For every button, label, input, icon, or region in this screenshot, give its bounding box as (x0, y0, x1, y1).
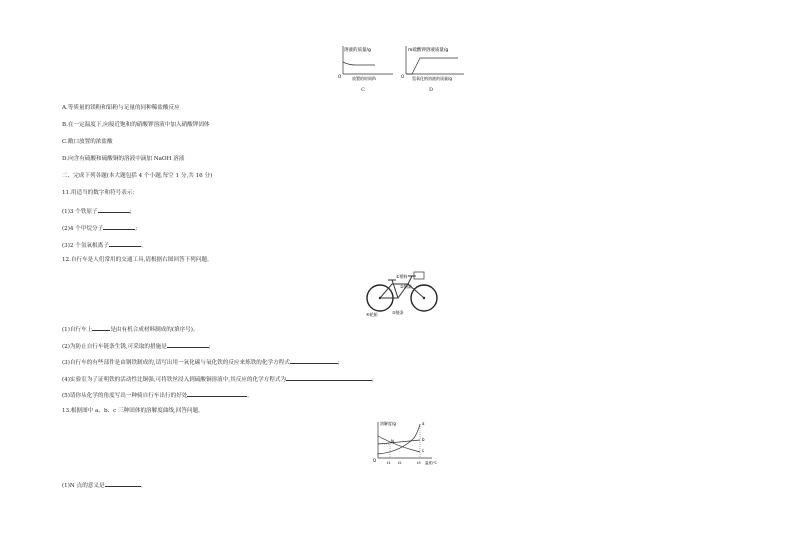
tick-t2: t2 (398, 461, 402, 465)
answer-blank[interactable] (92, 325, 110, 331)
tick-t1: t1 (387, 461, 391, 465)
answer-blank[interactable] (167, 342, 209, 348)
q12-item-1-text: (1)自行车上 (62, 327, 93, 333)
curve-label-a: a (422, 421, 425, 426)
q11-item-1: (1)3 个铁原子 ; (62, 209, 132, 215)
bicycle-image (362, 268, 442, 318)
q12-item-3: (3)自行车的有些部件是由钢铁制成的,请写出用一氧化碳与氧化铁的反应来炼铁的化学方程式 ; (62, 360, 340, 366)
q12-item-4-text: (4)实验室为了证明铁的活动性比铜强,可将铁丝浸入到硫酸铜溶液中,其反应的化学方程式为 (62, 377, 287, 383)
solubility-ylabel: 溶解度/g (380, 421, 396, 426)
answer-blank[interactable] (103, 224, 135, 230)
figure-c-ylabel: 溶液的质量/g (344, 48, 371, 53)
answer-blank[interactable] (98, 207, 130, 213)
section-heading: 二、完成下列各题(本大题包括 4 个小题,每空 1 分,共 16 分) (62, 173, 213, 179)
option-c: C.敞口放置的浓盐酸 (62, 139, 113, 145)
figure-d (398, 44, 468, 84)
figure-d-caption: D (428, 87, 433, 93)
option-b: B.在一定温度下,向接近饱和的硝酸钾溶液中加入硝酸钾固体 (62, 122, 210, 128)
option-a: A.等质量的镁粉和铝粉与足量的同种稀盐酸反应 (62, 105, 180, 111)
q13-item-1: (1)N 点的意义是 。 (62, 483, 147, 489)
solubility-figure (370, 418, 440, 468)
q11-item-2-text: (2)4 个甲烷分子 (62, 226, 104, 232)
option-d: D.向含有硫酸和硫酸铜的溶液中滴加 NaOH 溶液 (62, 156, 185, 162)
figure-c-origin: O (338, 74, 342, 79)
q13-item-1-text: (1)N 点的意义是 (62, 483, 105, 489)
q12-item-3-text: (3)自行车的有些部件是由钢铁制成的,请写出用一氧化碳与氧化铁的反应来炼铁的化学方程式 (62, 360, 290, 366)
solubility-xlabel: 温度/℃ (425, 461, 438, 465)
q13-stem: 13.根据图中 a、b、c 三种固体的溶解度曲线,回答问题。 (62, 408, 204, 414)
bicycle-label-tire: ④轮胎 (366, 312, 378, 317)
figure-d-ylabel: m硫酸钾溶液质量/g (408, 48, 449, 53)
q12-stem: 12.自行车是人们常用的交通工具,请根据右图回答下列问题。 (62, 257, 213, 263)
figure-d-xlabel: 氢氧化钠溶液的质量/g (412, 76, 452, 81)
q12-item-2: (2)为防止自行车链条生锈,可采取的措施是 ; (62, 344, 211, 350)
figure-d-graph (398, 44, 468, 84)
answer-blank[interactable] (105, 481, 141, 487)
answer-blank[interactable] (187, 391, 247, 397)
bicycle-figure (362, 268, 442, 318)
bicycle-label-chain: ③链条 (392, 310, 404, 315)
bicycle-label-frame: ②钢架 (400, 284, 412, 289)
curve-label-c: c (422, 448, 425, 453)
figure-c (335, 44, 395, 84)
q11-item-1-text: (1)3 个铁原子 (62, 209, 98, 215)
point-n: N (391, 439, 394, 444)
answer-blank[interactable] (286, 375, 372, 381)
solubility-graph (370, 418, 440, 468)
curve-label-b: b (422, 437, 425, 442)
figure-c-caption: C (361, 87, 365, 93)
q11-stem: 11.用适当的数字和符号表示: (62, 190, 135, 196)
figure-c-xlabel: 放置的时间/h (352, 76, 376, 81)
figure-d-origin: O (401, 74, 405, 79)
q11-item-3-text: (3)2 个氢氧根离子 (62, 243, 109, 249)
q11-item-2: (2)4 个甲烷分子 ; (62, 226, 138, 232)
q11-item-3: (3)2 个氢氧根离子 。 (62, 243, 147, 249)
tick-t3: t3 (417, 461, 421, 465)
solubility-origin: O (373, 458, 377, 463)
q12-item-5-text: (5)请你从化学的角度写出一种骑自行车出行的好处 (62, 393, 188, 399)
q12-item-5: (5)请你从化学的角度写出一种骑自行车出行的好处 。 (62, 393, 254, 399)
q12-item-1 (62, 325, 199, 334)
bicycle-label-basket: ①塑料 (396, 274, 408, 279)
q12-item-2-text: (2)为防止自行车链条生锈,可采取的措施是 (62, 344, 167, 350)
q12-item-4: (4)实验室为了证明铁的活动性比铜强,可将铁丝浸入到硫酸铜溶液中,其反应的化学方程式为 ; (62, 377, 374, 383)
answer-blank[interactable] (290, 358, 338, 364)
q12-item-1-tail: 是由有机合成材料制成的(填序号)。 (110, 327, 199, 333)
figure-c-graph (335, 44, 395, 84)
answer-blank[interactable] (109, 241, 141, 247)
